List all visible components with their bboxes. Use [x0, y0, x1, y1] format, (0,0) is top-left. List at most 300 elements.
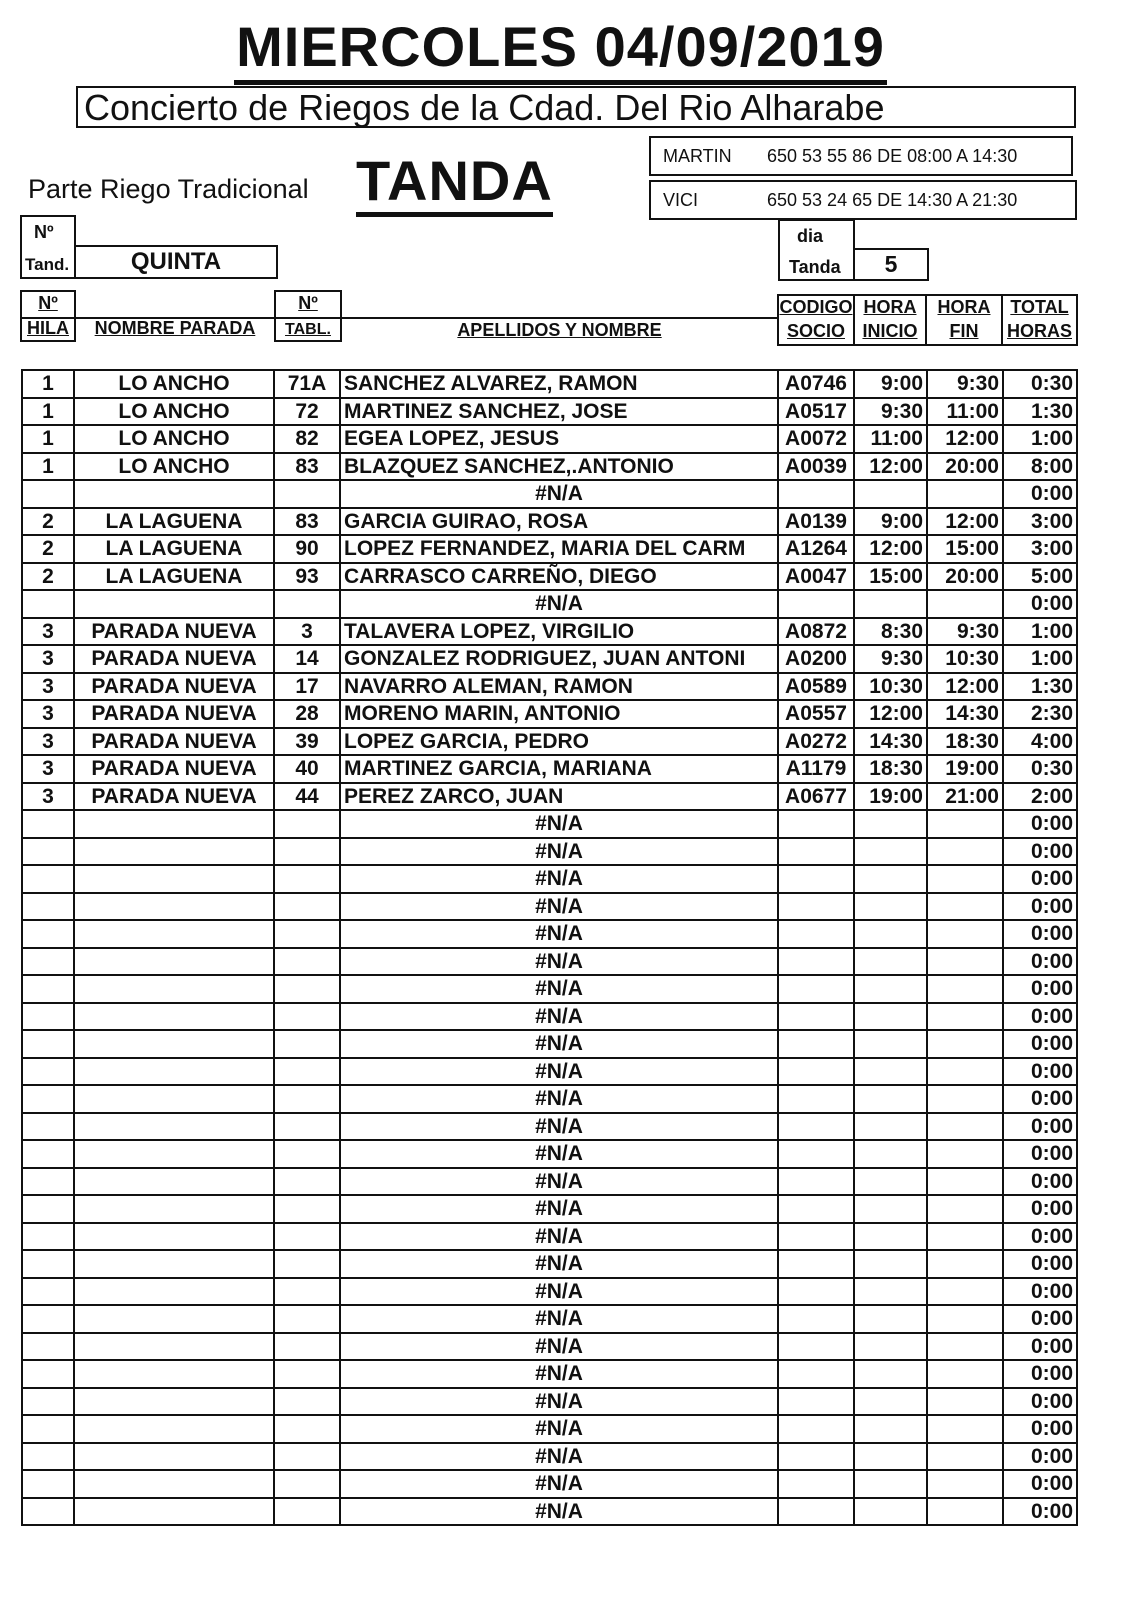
- cell-codigo: A0039: [778, 453, 854, 481]
- cell-parada: [74, 1443, 274, 1471]
- cell-inicio: [854, 893, 927, 921]
- cell-tabl: 14: [274, 645, 340, 673]
- col-codigo: SOCIO: [786, 321, 845, 341]
- cell-tabl: [274, 1305, 340, 1333]
- cell-parada: PARADA NUEVA: [74, 728, 274, 756]
- table-row: [22, 700, 1077, 728]
- cell-inicio: [854, 1140, 927, 1168]
- cell-fin: [927, 1305, 1003, 1333]
- cell-codigo: A0272: [778, 728, 854, 756]
- col-parada: NOMBRE PARADA: [94, 318, 256, 338]
- cell-hila: [22, 1278, 74, 1306]
- cell-hila: [22, 1470, 74, 1498]
- table-row: [22, 920, 1077, 948]
- cell-codigo: A0557: [778, 700, 854, 728]
- cell-tabl: [274, 590, 340, 618]
- cell-parada: [74, 865, 274, 893]
- cell-hila: 3: [22, 783, 74, 811]
- cell-tabl: 90: [274, 535, 340, 563]
- cell-tabl: 39: [274, 728, 340, 756]
- cell-parada: LA LAGUENA: [74, 535, 274, 563]
- table-row: [22, 1195, 1077, 1223]
- table-row: [22, 1333, 1077, 1361]
- cell-parada: [74, 1250, 274, 1278]
- cell-inicio: [854, 1415, 927, 1443]
- cell-parada: [74, 1415, 274, 1443]
- dia-value: 5: [853, 248, 929, 281]
- cell-tabl: [274, 1278, 340, 1306]
- table-row: [22, 1305, 1077, 1333]
- cell-total: 0:00: [1003, 1058, 1077, 1086]
- cell-total: 0:00: [1003, 1360, 1077, 1388]
- cell-inicio: 12:00: [854, 700, 927, 728]
- table-row: [22, 425, 1077, 453]
- table-row: [22, 1498, 1077, 1526]
- cell-codigo: A0589: [778, 673, 854, 701]
- cell-codigo: [778, 1250, 854, 1278]
- cell-codigo: [778, 1003, 854, 1031]
- cell-hila: [22, 920, 74, 948]
- cell-hila: [22, 1058, 74, 1086]
- cell-hila: [22, 1443, 74, 1471]
- cell-fin: [927, 1168, 1003, 1196]
- cell-parada: [74, 1470, 274, 1498]
- cell-nombre: #N/A: [340, 1003, 778, 1031]
- cell-hila: [22, 590, 74, 618]
- cell-nombre: #N/A: [340, 865, 778, 893]
- table-row: [22, 1443, 1077, 1471]
- cell-nombre: #N/A: [340, 1168, 778, 1196]
- table-row: [22, 893, 1077, 921]
- cell-tabl: 44: [274, 783, 340, 811]
- cell-nombre: #N/A: [340, 1470, 778, 1498]
- contact-info: 650 53 24 65 DE 14:30 A 21:30: [767, 190, 1018, 210]
- cell-fin: [927, 920, 1003, 948]
- cell-inicio: 12:00: [854, 535, 927, 563]
- cell-nombre: LOPEZ GARCIA, PEDRO: [340, 728, 778, 756]
- cell-tabl: 83: [274, 453, 340, 481]
- col-total: HORAS: [1006, 321, 1072, 341]
- cell-inicio: [854, 480, 927, 508]
- cell-inicio: [854, 1278, 927, 1306]
- col-fin-top: HORA: [937, 297, 991, 317]
- cell-nombre: #N/A: [340, 1030, 778, 1058]
- cell-tabl: [274, 1003, 340, 1031]
- cell-codigo: [778, 975, 854, 1003]
- cell-nombre: GONZALEZ RODRIGUEZ, JUAN ANTONI: [340, 645, 778, 673]
- cell-fin: [927, 893, 1003, 921]
- cell-parada: LO ANCHO: [74, 398, 274, 426]
- cell-nombre: #N/A: [340, 1250, 778, 1278]
- cell-codigo: A0872: [778, 618, 854, 646]
- cell-tabl: [274, 1058, 340, 1086]
- cell-parada: [74, 810, 274, 838]
- cell-codigo: [778, 1415, 854, 1443]
- cell-fin: 14:30: [927, 700, 1003, 728]
- cell-tabl: [274, 1195, 340, 1223]
- cell-total: 3:00: [1003, 535, 1077, 563]
- cell-tabl: [274, 1030, 340, 1058]
- cell-parada: [74, 1195, 274, 1223]
- cell-fin: [927, 590, 1003, 618]
- cell-nombre: MARTINEZ SANCHEZ, JOSE: [340, 398, 778, 426]
- cell-total: 0:00: [1003, 480, 1077, 508]
- cell-fin: 12:00: [927, 673, 1003, 701]
- cell-hila: [22, 1003, 74, 1031]
- cell-parada: LA LAGUENA: [74, 563, 274, 591]
- cell-inicio: 9:00: [854, 370, 927, 398]
- cell-nombre: LOPEZ FERNANDEZ, MARIA DEL CARM: [340, 535, 778, 563]
- cell-tabl: [274, 810, 340, 838]
- tanda-number-box: [20, 215, 76, 279]
- cell-codigo: A0517: [778, 398, 854, 426]
- cell-codigo: [778, 1498, 854, 1526]
- cell-nombre: CARRASCO CARREÑO, DIEGO: [340, 563, 778, 591]
- cell-parada: [74, 893, 274, 921]
- col-tabl-top: Nº: [298, 293, 318, 313]
- cell-parada: [74, 590, 274, 618]
- cell-fin: 20:00: [927, 563, 1003, 591]
- cell-inicio: [854, 920, 927, 948]
- cell-tabl: [274, 920, 340, 948]
- cell-fin: [927, 975, 1003, 1003]
- table-row: [22, 975, 1077, 1003]
- cell-hila: [22, 1360, 74, 1388]
- cell-nombre: #N/A: [340, 1388, 778, 1416]
- cell-inicio: [854, 1085, 927, 1113]
- cell-parada: [74, 1168, 274, 1196]
- cell-fin: [927, 1195, 1003, 1223]
- cell-fin: [927, 1058, 1003, 1086]
- table-row: [22, 673, 1077, 701]
- cell-parada: PARADA NUEVA: [74, 618, 274, 646]
- cell-hila: [22, 1030, 74, 1058]
- cell-tabl: 83: [274, 508, 340, 536]
- cell-tabl: [274, 975, 340, 1003]
- cell-hila: [22, 893, 74, 921]
- cell-tabl: 93: [274, 563, 340, 591]
- cell-total: 0:30: [1003, 755, 1077, 783]
- col-codigo-top: CODIGO: [779, 297, 853, 317]
- table-row: [22, 1030, 1077, 1058]
- cell-total: 8:00: [1003, 453, 1077, 481]
- cell-nombre: #N/A: [340, 1058, 778, 1086]
- cell-tabl: 3: [274, 618, 340, 646]
- col-inicio-top: HORA: [863, 297, 917, 317]
- cell-fin: [927, 1250, 1003, 1278]
- cell-total: 0:00: [1003, 1168, 1077, 1196]
- cell-inicio: 9:30: [854, 398, 927, 426]
- cell-codigo: [778, 1195, 854, 1223]
- cell-fin: 19:00: [927, 755, 1003, 783]
- cell-nombre: #N/A: [340, 1360, 778, 1388]
- table-row: [22, 563, 1077, 591]
- cell-hila: [22, 1140, 74, 1168]
- cell-fin: [927, 1360, 1003, 1388]
- riego-table: [21, 369, 1078, 1526]
- cell-total: 0:00: [1003, 1140, 1077, 1168]
- cell-hila: 2: [22, 508, 74, 536]
- cell-tabl: [274, 480, 340, 508]
- cell-fin: [927, 1498, 1003, 1526]
- cell-fin: 15:00: [927, 535, 1003, 563]
- cell-parada: [74, 1498, 274, 1526]
- table-row: [22, 480, 1077, 508]
- cell-fin: [927, 865, 1003, 893]
- cell-total: 0:00: [1003, 1250, 1077, 1278]
- cell-codigo: [778, 480, 854, 508]
- cell-total: 0:00: [1003, 1030, 1077, 1058]
- cell-parada: [74, 1113, 274, 1141]
- cell-parada: [74, 1085, 274, 1113]
- cell-hila: [22, 1305, 74, 1333]
- cell-parada: [74, 920, 274, 948]
- cell-nombre: #N/A: [340, 590, 778, 618]
- cell-tabl: [274, 1443, 340, 1471]
- cell-nombre: EGEA LOPEZ, JESUS: [340, 425, 778, 453]
- cell-codigo: [778, 1305, 854, 1333]
- cell-parada: PARADA NUEVA: [74, 645, 274, 673]
- cell-parada: PARADA NUEVA: [74, 783, 274, 811]
- cell-hila: 2: [22, 535, 74, 563]
- cell-nombre: BLAZQUEZ SANCHEZ,.ANTONIO: [340, 453, 778, 481]
- cell-hila: [22, 1168, 74, 1196]
- cell-fin: 9:30: [927, 370, 1003, 398]
- cell-parada: PARADA NUEVA: [74, 673, 274, 701]
- cell-inicio: [854, 1470, 927, 1498]
- cell-codigo: A1179: [778, 755, 854, 783]
- cell-inicio: [854, 975, 927, 1003]
- cell-tabl: 28: [274, 700, 340, 728]
- cell-codigo: A0072: [778, 425, 854, 453]
- cell-total: 1:00: [1003, 425, 1077, 453]
- cell-nombre: #N/A: [340, 1333, 778, 1361]
- cell-inicio: 19:00: [854, 783, 927, 811]
- cell-codigo: [778, 1168, 854, 1196]
- cell-codigo: [778, 1388, 854, 1416]
- tanda-no-label: Nº: [34, 222, 54, 242]
- cell-inicio: 8:30: [854, 618, 927, 646]
- cell-inicio: [854, 1250, 927, 1278]
- cell-nombre: #N/A: [340, 1223, 778, 1251]
- table-row: [22, 535, 1077, 563]
- tanda-name: QUINTA: [74, 245, 278, 279]
- cell-fin: [927, 1140, 1003, 1168]
- cell-hila: 3: [22, 618, 74, 646]
- cell-fin: [927, 810, 1003, 838]
- cell-fin: [927, 1223, 1003, 1251]
- cell-fin: 12:00: [927, 425, 1003, 453]
- cell-total: 0:00: [1003, 1388, 1077, 1416]
- cell-total: 0:00: [1003, 1305, 1077, 1333]
- cell-codigo: [778, 1140, 854, 1168]
- cell-hila: 3: [22, 728, 74, 756]
- cell-total: 3:00: [1003, 508, 1077, 536]
- table-row: [22, 1470, 1077, 1498]
- cell-parada: [74, 480, 274, 508]
- cell-inicio: [854, 1195, 927, 1223]
- cell-parada: [74, 1388, 274, 1416]
- table-row: [22, 1388, 1077, 1416]
- cell-tabl: [274, 1360, 340, 1388]
- cell-inicio: 18:30: [854, 755, 927, 783]
- table-row: [22, 1140, 1077, 1168]
- contact-vici: [649, 180, 1077, 220]
- dia-label: dia: [797, 226, 824, 246]
- cell-inicio: [854, 1388, 927, 1416]
- cell-total: 1:00: [1003, 645, 1077, 673]
- cell-fin: 10:30: [927, 645, 1003, 673]
- cell-codigo: [778, 1443, 854, 1471]
- cell-codigo: [778, 1278, 854, 1306]
- cell-hila: [22, 1113, 74, 1141]
- cell-total: 1:30: [1003, 398, 1077, 426]
- cell-nombre: #N/A: [340, 1443, 778, 1471]
- cell-hila: [22, 975, 74, 1003]
- cell-tabl: [274, 1415, 340, 1443]
- cell-inicio: [854, 838, 927, 866]
- cell-hila: 3: [22, 700, 74, 728]
- tanda-heading: TANDA: [356, 150, 553, 217]
- cell-codigo: A1264: [778, 535, 854, 563]
- cell-tabl: 40: [274, 755, 340, 783]
- table-row: [22, 755, 1077, 783]
- cell-tabl: [274, 1470, 340, 1498]
- cell-parada: [74, 975, 274, 1003]
- cell-total: 5:00: [1003, 563, 1077, 591]
- cell-nombre: PEREZ ZARCO, JUAN: [340, 783, 778, 811]
- cell-nombre: #N/A: [340, 1085, 778, 1113]
- table-row: [22, 453, 1077, 481]
- contact-name: MARTIN: [663, 146, 732, 166]
- column-header-row: [20, 290, 1078, 348]
- col-fin: FIN: [949, 321, 979, 341]
- dia-box: [778, 219, 855, 281]
- cell-total: 0:00: [1003, 838, 1077, 866]
- table-row: [22, 1058, 1077, 1086]
- cell-tabl: 71A: [274, 370, 340, 398]
- cell-hila: [22, 948, 74, 976]
- cell-codigo: [778, 1360, 854, 1388]
- cell-hila: [22, 1250, 74, 1278]
- cell-nombre: NAVARRO ALEMAN, RAMON: [340, 673, 778, 701]
- cell-fin: [927, 1443, 1003, 1471]
- col-hila-top: Nº: [38, 293, 58, 313]
- cell-total: 2:30: [1003, 700, 1077, 728]
- cell-fin: [927, 1470, 1003, 1498]
- cell-nombre: TALAVERA LOPEZ, VIRGILIO: [340, 618, 778, 646]
- cell-fin: [927, 948, 1003, 976]
- cell-total: 0:00: [1003, 1003, 1077, 1031]
- table-row: [22, 810, 1077, 838]
- contact-info: 650 53 55 86 DE 08:00 A 14:30: [767, 146, 1018, 166]
- cell-codigo: [778, 1113, 854, 1141]
- cell-tabl: [274, 1168, 340, 1196]
- tanda-tand-label: Tand.: [25, 255, 70, 274]
- cell-fin: [927, 1415, 1003, 1443]
- cell-parada: [74, 1305, 274, 1333]
- cell-tabl: [274, 1250, 340, 1278]
- table-row: [22, 1085, 1077, 1113]
- table-row: [22, 838, 1077, 866]
- cell-total: 0:30: [1003, 370, 1077, 398]
- cell-inicio: [854, 1498, 927, 1526]
- table-row: [22, 645, 1077, 673]
- cell-codigo: [778, 1333, 854, 1361]
- cell-parada: LO ANCHO: [74, 425, 274, 453]
- cell-tabl: [274, 1388, 340, 1416]
- col-total-top: TOTAL: [1010, 297, 1069, 317]
- cell-tabl: 72: [274, 398, 340, 426]
- table-row: [22, 783, 1077, 811]
- cell-parada: PARADA NUEVA: [74, 755, 274, 783]
- table-row: [22, 398, 1077, 426]
- cell-nombre: MORENO MARIN, ANTONIO: [340, 700, 778, 728]
- cell-codigo: A0047: [778, 563, 854, 591]
- cell-inicio: [854, 1223, 927, 1251]
- cell-nombre: #N/A: [340, 920, 778, 948]
- table-row: [22, 370, 1077, 398]
- cell-hila: [22, 1388, 74, 1416]
- cell-hila: [22, 1223, 74, 1251]
- cell-total: 1:00: [1003, 618, 1077, 646]
- cell-total: 2:00: [1003, 783, 1077, 811]
- cell-parada: [74, 1003, 274, 1031]
- table-row: [22, 1360, 1077, 1388]
- cell-fin: 21:00: [927, 783, 1003, 811]
- cell-tabl: [274, 865, 340, 893]
- cell-hila: 1: [22, 425, 74, 453]
- cell-inicio: [854, 1443, 927, 1471]
- cell-total: 0:00: [1003, 920, 1077, 948]
- cell-inicio: [854, 1058, 927, 1086]
- cell-codigo: [778, 920, 854, 948]
- cell-tabl: [274, 1223, 340, 1251]
- table-row: [22, 1415, 1077, 1443]
- cell-parada: LO ANCHO: [74, 370, 274, 398]
- dia-tanda-label: Tanda: [789, 257, 841, 277]
- cell-fin: 18:30: [927, 728, 1003, 756]
- table-row: [22, 1168, 1077, 1196]
- cell-nombre: SANCHEZ ALVAREZ, RAMON: [340, 370, 778, 398]
- table-row: [22, 1113, 1077, 1141]
- cell-total: 0:00: [1003, 810, 1077, 838]
- cell-fin: [927, 1085, 1003, 1113]
- cell-hila: 3: [22, 673, 74, 701]
- cell-fin: 12:00: [927, 508, 1003, 536]
- cell-hila: 1: [22, 370, 74, 398]
- table-row: [22, 1223, 1077, 1251]
- cell-hila: [22, 1415, 74, 1443]
- cell-codigo: A0139: [778, 508, 854, 536]
- cell-parada: LA LAGUENA: [74, 508, 274, 536]
- cell-hila: [22, 1195, 74, 1223]
- cell-nombre: #N/A: [340, 948, 778, 976]
- table-row: [22, 865, 1077, 893]
- cell-fin: [927, 1003, 1003, 1031]
- cell-codigo: A0677: [778, 783, 854, 811]
- cell-inicio: [854, 590, 927, 618]
- cell-hila: [22, 1333, 74, 1361]
- cell-codigo: [778, 893, 854, 921]
- cell-tabl: [274, 1113, 340, 1141]
- cell-total: 0:00: [1003, 1333, 1077, 1361]
- cell-inicio: 10:30: [854, 673, 927, 701]
- cell-inicio: [854, 810, 927, 838]
- cell-fin: [927, 1278, 1003, 1306]
- cell-fin: [927, 1030, 1003, 1058]
- cell-parada: [74, 1223, 274, 1251]
